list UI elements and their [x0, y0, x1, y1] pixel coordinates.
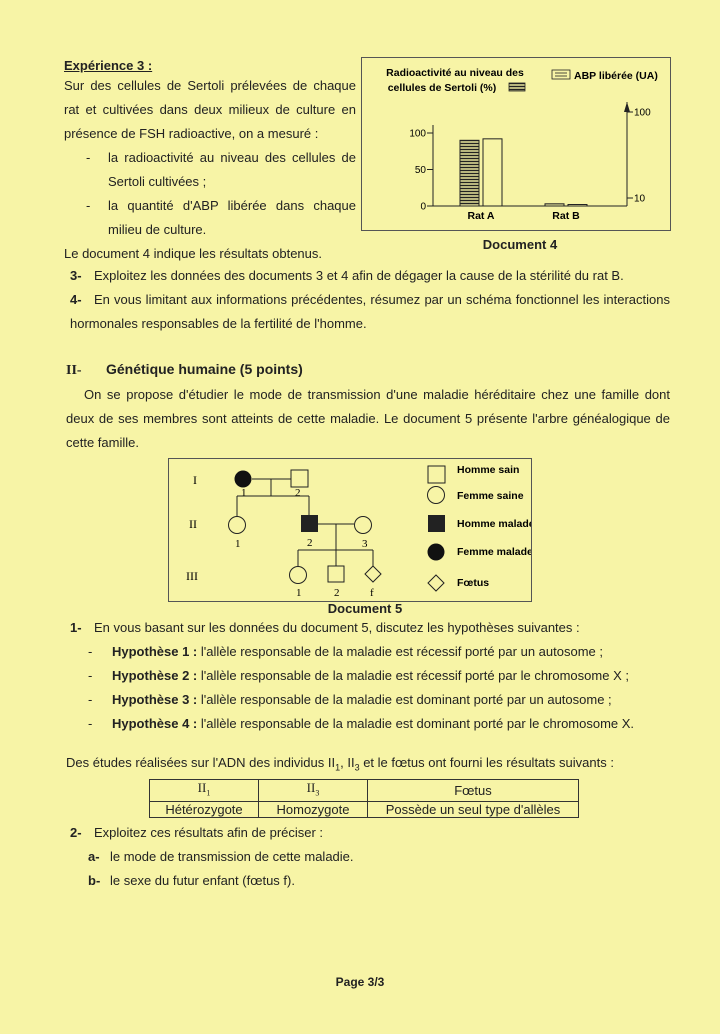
right-tick-label: 100 [634, 107, 651, 119]
section-intro: On se propose d'étudier le mode de transmission d'une maladie héréditaire chez une famille dont deux de ses membres sont atteints de cette maladie. Le document 5 présente l'arbre généalogique de cette famille. [66, 387, 670, 450]
fetus-symbol [365, 566, 381, 582]
left-axis-label: cellules de Sertoli (%) [387, 82, 497, 94]
list-item: - Hypothèse 4 : l'allèle responsable de la maladie est dominant porté par le chromosome X. [88, 716, 635, 731]
list-item: - Hypothèse 3 : l'allèle responsable de la maladie est dominant porté par un autosome ; [88, 692, 612, 707]
hypothesis-text: l'allèle responsable de la maladie est dominant porté par le chromosome X. [200, 716, 635, 731]
page-number: Page 3/3 [335, 975, 385, 989]
list-item: - la quantité d'ABP libérée dans chaque milieu de culture. [86, 194, 356, 242]
left-tick-label: 50 [414, 165, 426, 176]
question-number: 2- [70, 825, 82, 840]
question-4 [70, 288, 670, 336]
table-cell: Possède un seul type d'allèles [368, 801, 579, 817]
right-axis-arrow-icon [624, 102, 630, 112]
item-label: b- [88, 873, 101, 888]
legend-fetus-icon [428, 575, 444, 591]
item-label: a- [88, 849, 100, 864]
question-number: 1- [70, 620, 82, 635]
question-2b [88, 869, 688, 893]
experience-conclusion: Le document 4 indique les résultats obtenus. [64, 246, 323, 261]
legend-affected-female-icon [428, 544, 445, 561]
table-row [150, 801, 579, 817]
experience-intro: Sur des cellules de Sertoli prélevées de chaque rat et cultivées dans deux milieux de culture en présence de FSH radioactive, on a mesuré : [64, 78, 356, 141]
legend-hatched-swatch [509, 83, 525, 91]
table-header: $II_1$ [150, 780, 259, 802]
left-tick-label: 100 [409, 128, 426, 140]
section-roman: II- [66, 363, 82, 378]
legend-healthy-female-icon [428, 487, 445, 504]
experience-3-block [64, 58, 356, 266]
item-text: le sexe du futur enfant (fœtus f). [110, 873, 295, 888]
table-header: Fœtus [368, 780, 579, 802]
legend-label: Homme sain [457, 464, 520, 476]
list-item: - Hypothèse 2 : l'allèle responsable de la maladie est récessif porté par le chromosome X ; [88, 668, 629, 683]
individual-number: 1 [296, 587, 302, 599]
question-2a [88, 845, 688, 869]
individual-number: f [370, 587, 374, 599]
affected-male-symbol [301, 515, 318, 532]
bar-abp [568, 205, 587, 207]
generation-label: III [186, 569, 198, 583]
left-axis-label: Radioactivité au niveau des [386, 67, 524, 79]
document-4-caption: Document 4 [482, 237, 558, 252]
list-item: - Hypothèse 1 : l'allèle responsable de la maladie est récessif porté par un autosome ; [88, 644, 603, 659]
question-2 [70, 821, 680, 845]
hypothesis-text: l'allèle responsable de la maladie est récessif porté par le chromosome X ; [200, 668, 629, 683]
subscript: 1 [335, 762, 341, 773]
category-label: Rat B [552, 210, 580, 222]
healthy-male-symbol [328, 566, 344, 582]
document-5-pedigree [168, 458, 532, 602]
healthy-female-symbol [290, 567, 307, 584]
legend-label: Femme malade [457, 546, 531, 558]
table-header: $II_3$ [259, 780, 368, 802]
section-heading [66, 361, 303, 379]
adn-results-table [149, 779, 579, 818]
right-tick-label: 10 [634, 193, 646, 205]
list-item: - la radioactivité au niveau des cellules de Sertoli cultivées ; [86, 146, 356, 194]
table-row [150, 780, 579, 802]
question-1 [70, 616, 680, 640]
question-text: En vous basant sur les données du document 5, discutez les hypothèses suivantes : [94, 620, 580, 635]
item-text: le mode de transmission de cette maladie. [110, 849, 354, 864]
healthy-female-symbol [355, 517, 372, 534]
adn-intro-text: et le fœtus ont fourni les résultats suivants : [359, 755, 614, 770]
generation-label: II [189, 517, 197, 531]
adn-intro-text: Des études réalisées sur l'ADN des individus II [66, 755, 336, 770]
category-label: Rat A [467, 210, 495, 222]
legend-label: Femme saine [457, 490, 524, 502]
healthy-male-symbol [291, 470, 308, 487]
section-title: Génétique humaine (5 points) [106, 361, 303, 377]
hypotheses-list [88, 640, 688, 736]
question-number: 3- [70, 268, 82, 283]
experience-list [64, 146, 356, 242]
document-4-chart [361, 57, 671, 231]
bar-radioactivity [460, 140, 479, 206]
individual-number: 1 [235, 538, 241, 550]
table-cell: Hétérozygote [150, 801, 259, 817]
right-axis-label: ABP libérée (UA) [574, 70, 658, 82]
hypothesis-label: Hypothèse 3 : [112, 692, 198, 707]
hypothesis-label: Hypothèse 1 : [112, 644, 198, 659]
individual-number: 2 [307, 537, 313, 549]
legend-affected-male-icon [428, 515, 445, 532]
hypothesis-label: Hypothèse 2 : [112, 668, 198, 683]
bar-abp [483, 139, 502, 206]
individual-number: 1 [241, 487, 247, 499]
pedigree-svg [169, 459, 531, 601]
bar-radioactivity [545, 204, 564, 206]
legend-healthy-male-icon [428, 466, 445, 483]
question-text: Exploitez ces résultats afin de préciser : [94, 825, 324, 840]
question-text: En vous limitant aux informations précédentes, résumez par un schéma fonctionnel les interactions hormonales responsables de la fertilité de l'homme. [70, 292, 670, 331]
hypothesis-text: l'allèle responsable de la maladie est dominant porté par un autosome ; [200, 692, 612, 707]
individual-number: 3 [362, 538, 368, 550]
affected-female-symbol [235, 471, 252, 488]
healthy-female-symbol [229, 517, 246, 534]
adn-intro [66, 751, 686, 780]
document-5-caption: Document 5 [327, 601, 403, 616]
subscript: 3 [354, 762, 360, 773]
question-3 [70, 264, 680, 288]
individual-number: 2 [334, 587, 340, 599]
individual-number: 2 [295, 487, 301, 499]
table-cell: Homozygote [259, 801, 368, 817]
experience-title: Expérience 3 : [64, 58, 153, 73]
legend-plain-swatch [552, 70, 570, 79]
generation-label: I [193, 473, 197, 487]
legend-label: Fœtus [457, 577, 490, 589]
adn-intro-text: , II [340, 755, 355, 770]
question-text: Exploitez les données des documents 3 et 4 afin de dégager la cause de la stérilité du rat B. [94, 268, 624, 283]
hypothesis-text: l'allèle responsable de la maladie est récessif porté par un autosome ; [200, 644, 603, 659]
chart-svg [362, 58, 670, 230]
hypothesis-label: Hypothèse 4 : [112, 716, 198, 731]
left-tick-label: 0 [420, 201, 426, 213]
question-number: 4- [70, 292, 82, 307]
legend-label: Homme malade [457, 518, 531, 530]
